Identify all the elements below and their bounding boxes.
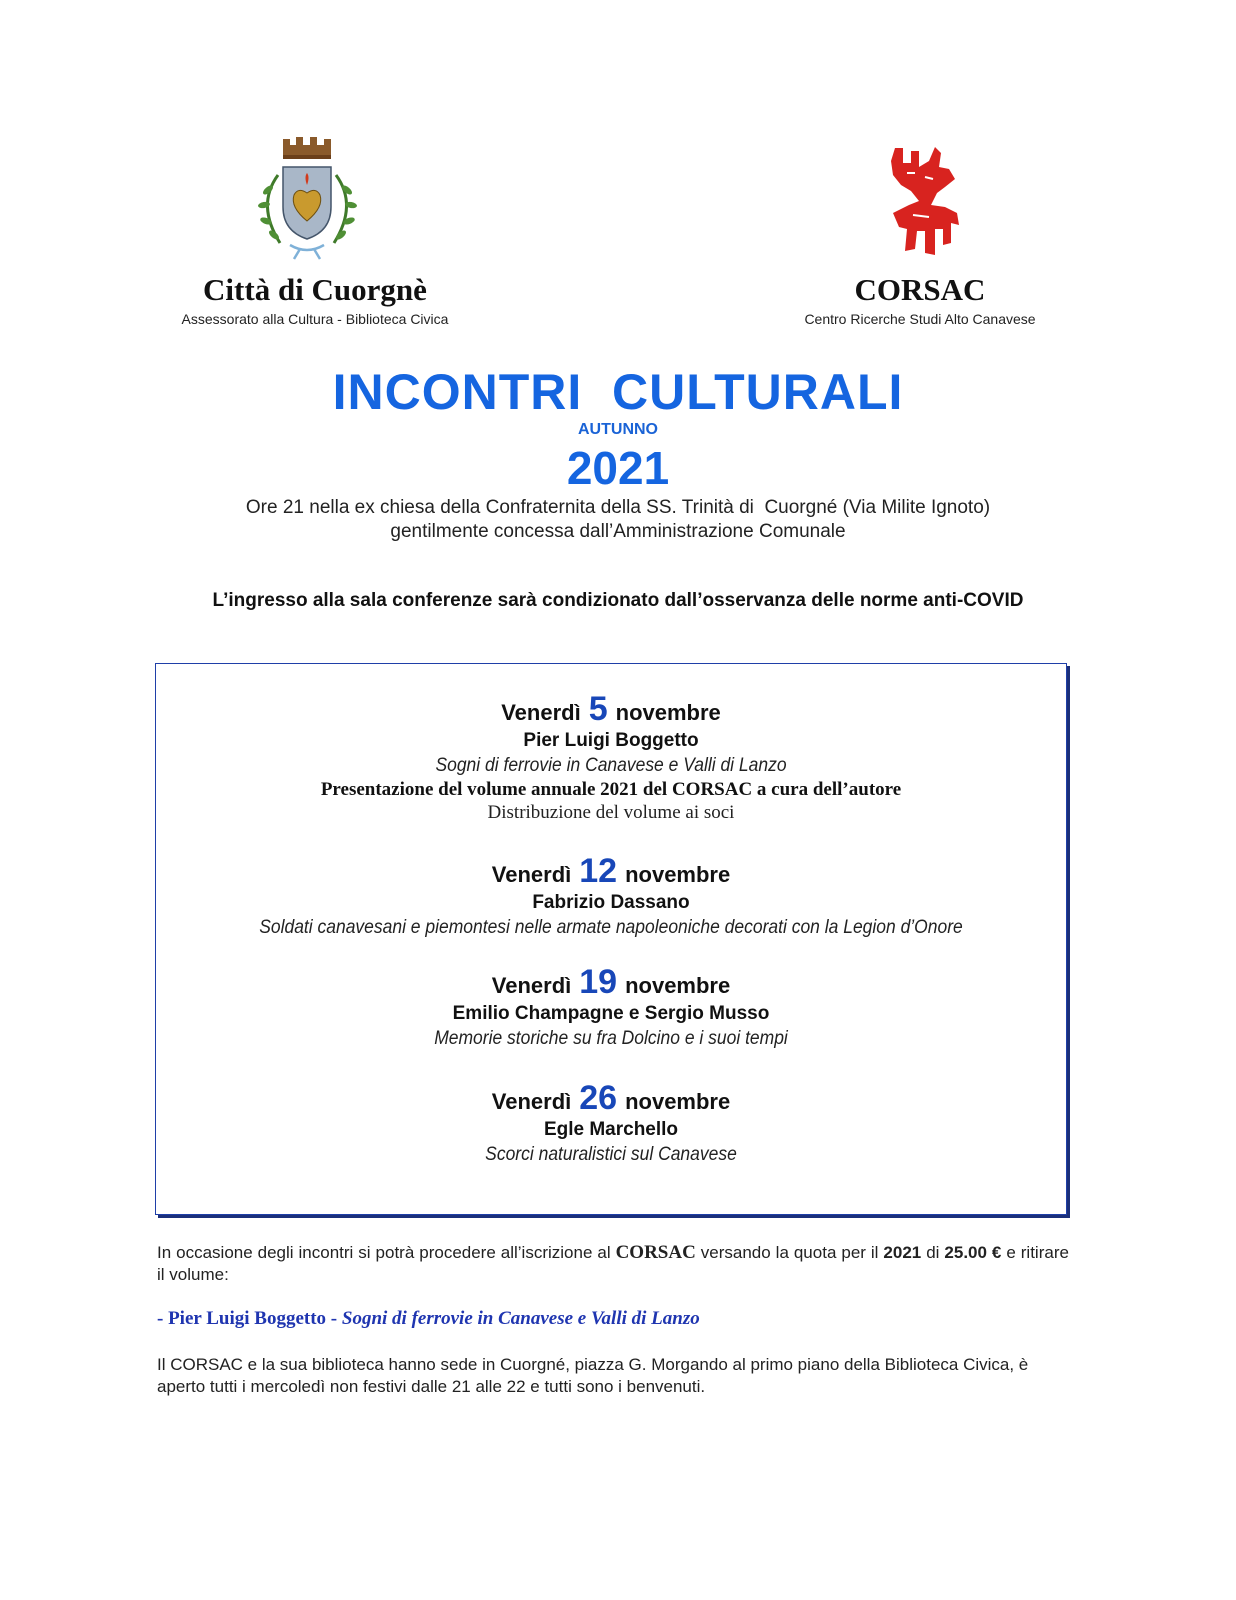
- membership-year: 2021: [883, 1243, 922, 1262]
- event-day: 19: [579, 963, 618, 1001]
- year-label: 2021: [566, 442, 670, 494]
- event-talk: Soldati canavesani e piemontesi nelle armate napoleoniche decorati con la Legion d’Onore: [259, 917, 963, 938]
- event-month: novembre: [625, 1089, 731, 1114]
- event-day: 26: [579, 1079, 618, 1117]
- event-distribution: Distribuzione del volume ai soci: [487, 802, 735, 823]
- event-presentation: Presentazione del volume annuale 2021 del CORSAC a cura dell’autore: [320, 779, 902, 800]
- event-talk: Sogni di ferrovie in Canavese e Valli di Lanzo: [435, 755, 787, 776]
- event-weekday: Venerdì: [491, 862, 572, 887]
- venue-line-2: gentilmente concessa dall’Amministrazione Comunale: [390, 521, 846, 542]
- event-date: [156, 1079, 1066, 1118]
- season-label: AUTUNNO: [578, 421, 658, 438]
- book-author: - Pier Luigi Boggetto -: [157, 1308, 338, 1329]
- org-left-subtitle: Assessorato alla Cultura - Biblioteca Civica: [181, 311, 449, 327]
- org-right-subtitle: Centro Ricerche Studi Alto Canavese: [804, 311, 1036, 327]
- membership-fee: 25.00 €: [944, 1243, 1002, 1262]
- event-day: 12: [579, 852, 618, 890]
- info-paragraph: Il CORSAC e la sua biblioteca hanno sede in Cuorgné, piazza G. Morgando al primo piano della Biblioteca Civica, è aperto tutti i mercoledì non festivi dalle 21 alle 22 e tutti sono i benvenuti.: [157, 1355, 1029, 1396]
- event-item: [156, 690, 1066, 824]
- event-month: novembre: [625, 973, 731, 998]
- page-title: INCONTRI CULTURALI: [332, 364, 904, 420]
- covid-notice: L’ingresso alla sala conferenze sarà condizionato dall’osservanza delle norme anti-COVID: [212, 590, 1024, 611]
- event-speaker: Pier Luigi Boggetto: [523, 730, 699, 751]
- event-date: [156, 963, 1066, 1002]
- event-day: 5: [588, 690, 608, 728]
- venue-line-1: Ore 21 nella ex chiesa della Confraternita della SS. Trinità di Cuorgné (Via Milite Ignoto): [245, 497, 991, 518]
- membership-text-3: di: [926, 1243, 940, 1262]
- membership-text-2: versando la quota per il: [700, 1243, 879, 1262]
- event-item: [156, 852, 1066, 940]
- org-left: [140, 272, 490, 328]
- event-item: [156, 1079, 1066, 1167]
- book-reference: [157, 1308, 700, 1330]
- event-speaker: Fabrizio Dassano: [532, 892, 690, 913]
- membership-text-4: e ritirare il volume:: [157, 1243, 1069, 1284]
- membership-text-1: In occasione degli incontri si potrà procedere all’iscrizione al: [157, 1243, 611, 1262]
- program-box: [155, 663, 1067, 1215]
- event-month: novembre: [615, 700, 721, 725]
- venue-info: [0, 496, 1236, 544]
- event-month: novembre: [625, 862, 731, 887]
- membership-corsac: CORSAC: [615, 1242, 696, 1263]
- org-right-name: CORSAC: [854, 272, 986, 307]
- event-date: [156, 852, 1066, 891]
- event-weekday: Venerdì: [501, 700, 581, 725]
- event-item: [156, 963, 1066, 1051]
- membership-paragraph: [157, 1242, 1069, 1286]
- event-weekday: Venerdì: [491, 1089, 572, 1114]
- event-speaker: Emilio Champagne e Sergio Musso: [452, 1003, 770, 1024]
- event-speaker: Egle Marchello: [543, 1119, 679, 1140]
- org-left-name: Città di Cuorgnè: [203, 272, 427, 307]
- org-right: [770, 272, 1070, 328]
- event-weekday: Venerdì: [491, 973, 572, 998]
- corsac-logo-icon: [885, 143, 965, 263]
- crest-icon: [250, 135, 365, 265]
- event-talk: Scorci naturalistici sul Canavese: [485, 1144, 737, 1165]
- book-title: Sogni di ferrovie in Canavese e Valli di Lanzo: [341, 1308, 700, 1329]
- event-date: [156, 690, 1066, 729]
- event-talk: Memorie storiche su fra Dolcino e i suoi tempi: [434, 1028, 788, 1049]
